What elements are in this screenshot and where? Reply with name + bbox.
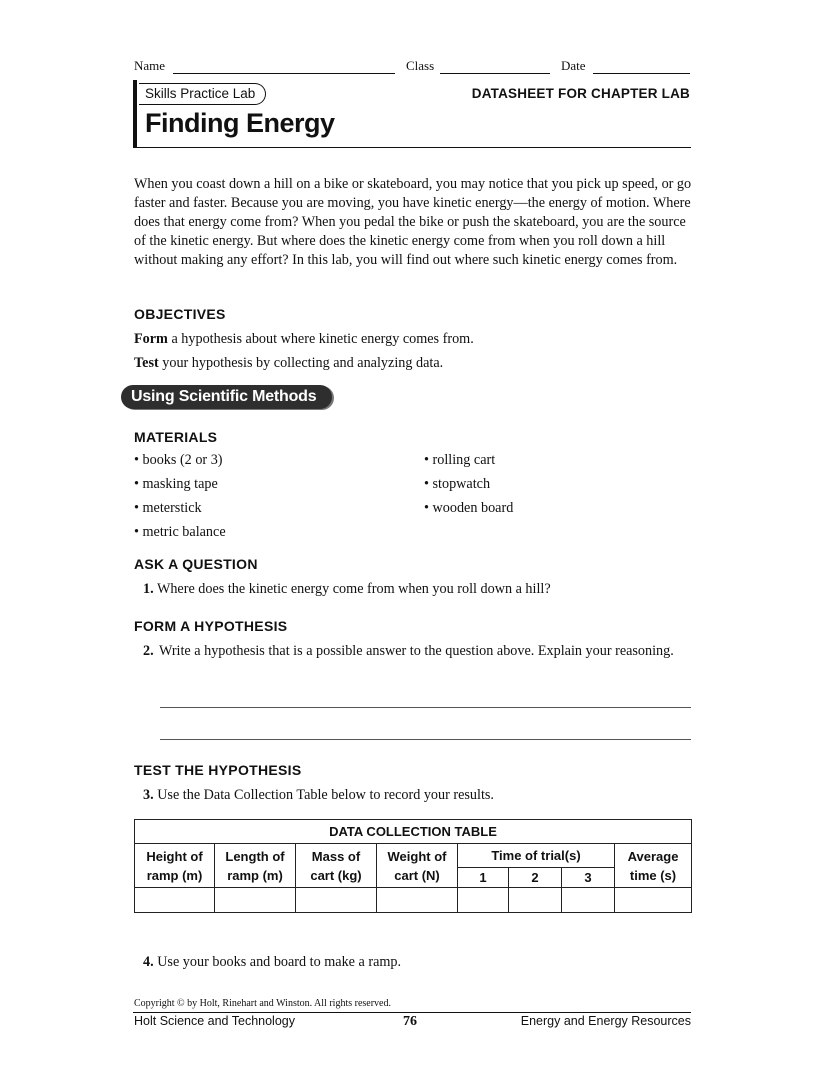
col-header-mass: Mass of cart (kg) (296, 844, 377, 888)
scientific-methods-banner: Using Scientific Methods (121, 385, 332, 409)
class-line (440, 59, 550, 74)
col-header-length: Length of ramp (m) (215, 844, 296, 888)
objective-test-lead: Test (134, 355, 159, 371)
table-cell[interactable] (615, 888, 692, 913)
material-item: • wooden board (424, 500, 514, 516)
class-label: Class (406, 58, 435, 73)
trial-header: 2 (509, 868, 562, 888)
material-item: • books (2 or 3) (134, 452, 223, 468)
table-title: DATA COLLECTION TABLE (135, 820, 692, 844)
test-hypothesis-heading: TEST THE HYPOTHESIS (134, 762, 302, 778)
form-hypothesis-heading: FORM A HYPOTHESIS (134, 618, 288, 634)
col-header-weight: Weight of cart (N) (377, 844, 458, 888)
objective-form (134, 330, 474, 349)
lab-type-badge: Skills Practice Lab (139, 83, 266, 105)
title-divider (133, 147, 691, 148)
step-2-number (143, 642, 154, 661)
trial-header: 3 (562, 868, 615, 888)
material-item: • metric balance (134, 524, 226, 540)
material-item: • rolling cart (424, 452, 496, 468)
table-cell[interactable] (135, 888, 215, 913)
material-label: books (2 or 3) (142, 452, 223, 468)
step-3 (143, 786, 494, 805)
footer-divider (133, 1012, 691, 1013)
table-cell[interactable] (377, 888, 458, 913)
copyright-notice: Copyright © by Holt, Rinehart and Winston. All rights reserved. (134, 998, 391, 1009)
page-title: Finding Energy (145, 108, 335, 138)
trial-header: 1 (458, 868, 509, 888)
data-collection-table (134, 819, 692, 913)
step-number: 3. (143, 787, 154, 803)
date-label: Date (561, 58, 586, 73)
objective-test-text: your hypothesis by collecting and analyzing data. (158, 355, 444, 371)
footer-left: Holt Science and Technology (134, 1014, 295, 1028)
answer-line[interactable] (160, 707, 691, 708)
step-4 (143, 953, 401, 972)
name-line (173, 59, 395, 74)
ask-question-heading: ASK A QUESTION (134, 556, 258, 572)
material-item: • masking tape (134, 476, 218, 492)
step-number: 4. (143, 954, 154, 970)
name-label: Name (134, 58, 166, 73)
material-label: stopwatch (432, 476, 491, 492)
footer-right: Energy and Energy Resources (520, 1014, 691, 1028)
col-header-height: Height of ramp (m) (135, 844, 215, 888)
datasheet-label: DATASHEET FOR CHAPTER LAB (471, 86, 690, 101)
materials-heading: MATERIALS (134, 429, 218, 445)
step-text: Use the Data Collection Table below to record your results. (157, 787, 494, 803)
material-item: • stopwatch (424, 476, 491, 492)
material-label: meterstick (142, 500, 202, 516)
material-item: • meterstick (134, 500, 202, 516)
step-number: 1. (143, 581, 154, 597)
objectives-heading: OBJECTIVES (134, 306, 226, 322)
table-cell[interactable] (509, 888, 562, 913)
table-cell[interactable] (296, 888, 377, 913)
intro-paragraph (134, 175, 694, 270)
objective-form-text: a hypothesis about where kinetic energy comes from. (167, 331, 474, 347)
step-1 (143, 580, 551, 599)
title-bar (133, 80, 137, 148)
step-2-text: Write a hypothesis that is a possible answer to the question above. Explain your reasoning. (159, 643, 674, 659)
material-label: wooden board (432, 500, 514, 516)
objective-form-lead: Form (134, 331, 168, 347)
table-cell[interactable] (562, 888, 615, 913)
col-header-time: Time of trial(s) (458, 844, 615, 868)
material-label: metric balance (142, 524, 226, 540)
step-text: Where does the kinetic energy come from when you roll down a hill? (156, 581, 551, 597)
table-row (135, 888, 692, 913)
table-cell[interactable] (458, 888, 509, 913)
answer-line[interactable] (160, 739, 691, 740)
page-number: 76 (403, 1014, 417, 1029)
step-text: Use your books and board to make a ramp. (157, 954, 402, 970)
step-number: 2. (143, 643, 154, 659)
col-header-average: Average time (s) (615, 844, 692, 888)
date-line (593, 59, 690, 74)
material-label: masking tape (142, 476, 218, 492)
intro-text: When you coast down a hill on a bike or skateboard, you may notice that you pick up speed, or go faster and faster. Because you are moving, you have kinetic energy—the energy of motion. Where does that energy come from? When you pedal the bike or push the skateboard, you are the source of the kinetic energy. But where does the kinetic energy come from when you roll down a hill without making any effort? In this lab, you will find out where such kinetic energy comes from. (134, 176, 692, 268)
table-cell[interactable] (215, 888, 296, 913)
material-label: rolling cart (432, 452, 496, 468)
objective-test (134, 354, 443, 373)
